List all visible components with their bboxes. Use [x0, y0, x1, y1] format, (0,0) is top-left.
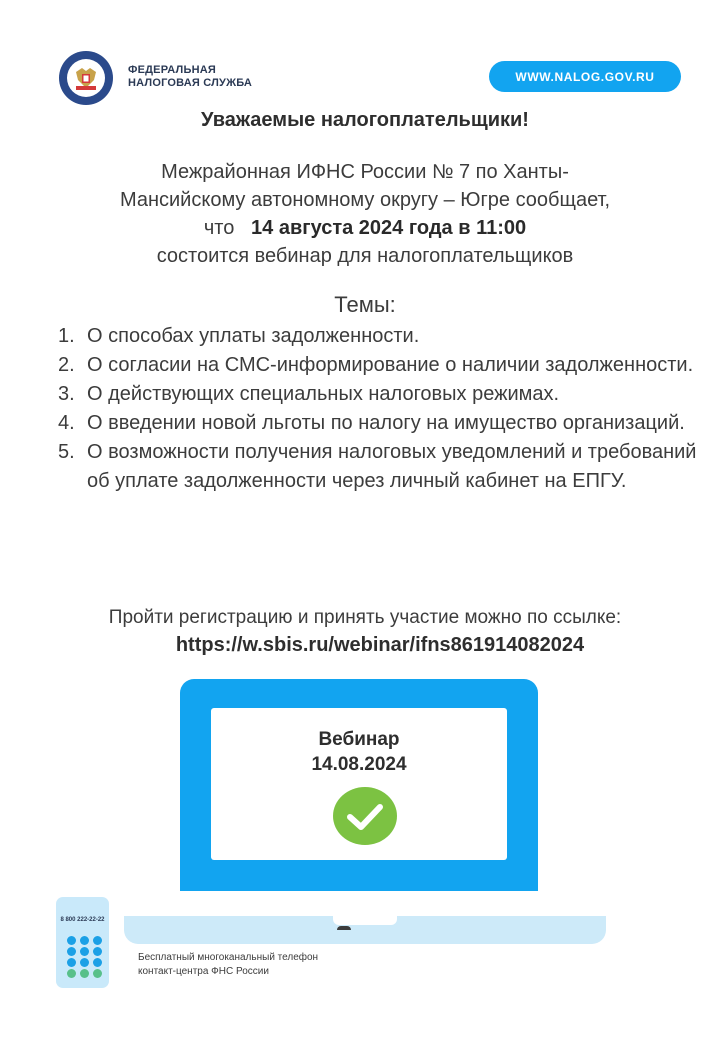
topic-text: О согласии на СМС-информирование о наличии задолженности.	[87, 354, 694, 376]
contact-line-2: контакт-центра ФНС России	[138, 966, 269, 977]
keypad-dot	[67, 969, 76, 978]
topic-text: О введении новой льготы по налогу на имущество организаций.	[87, 412, 685, 434]
keypad-icon	[67, 936, 101, 980]
keypad-dot	[93, 936, 102, 945]
topic-item	[58, 322, 698, 351]
page-heading: Уважаемые налогоплательщики!	[201, 109, 529, 131]
webinar-title: Вебинар	[318, 729, 400, 750]
keypad-dot	[67, 958, 76, 967]
keypad-dot	[93, 969, 102, 978]
intro-line-4: состоится вебинар для налогоплательщиков	[156, 245, 574, 267]
registration-text: Пройти регистрацию и принять участие можно по ссылке:	[108, 607, 622, 628]
keypad-dot	[93, 947, 102, 956]
keypad-dot	[80, 969, 89, 978]
topic-number: 4.	[58, 412, 75, 434]
laptop-notch	[333, 916, 397, 925]
topic-text: О действующих специальных налоговых режимах.	[87, 383, 560, 405]
keypad-dot	[93, 958, 102, 967]
topic-item	[58, 438, 698, 496]
topic-number: 3.	[58, 383, 75, 405]
laptop-notch-mark	[337, 926, 351, 930]
check-icon	[333, 787, 397, 845]
topic-item	[58, 351, 698, 380]
contact-line-1: Бесплатный многоканальный телефон	[138, 952, 319, 963]
keypad-dot	[80, 947, 89, 956]
topics-list	[58, 322, 698, 496]
hotline-number: 8 800 222-22-22	[60, 917, 105, 923]
topic-item	[58, 380, 698, 409]
themes-title: Темы:	[334, 292, 396, 317]
intro-line-3-prefix: что	[203, 217, 235, 239]
fns-emblem-icon	[58, 50, 114, 106]
announcement-text	[40, 158, 690, 270]
intro-line-3	[40, 214, 690, 242]
topic-item	[58, 409, 698, 438]
keypad-dot	[67, 947, 76, 956]
topic-number: 2.	[58, 354, 75, 376]
topic-number: 1.	[58, 325, 75, 347]
registration-link[interactable]: https://w.sbis.ru/webinar/ifns861914082024	[175, 634, 585, 656]
topic-text: О способах уплаты задолженности.	[87, 325, 420, 347]
keypad-dot	[80, 958, 89, 967]
logo-line-1: ФЕДЕРАЛЬНАЯ	[128, 64, 216, 76]
event-datetime: 14 августа 2024 года в 11:00	[251, 217, 527, 239]
keypad-dot	[80, 936, 89, 945]
topic-text: О возможности получения налоговых уведомлений и требований об уплате задолженности через личный кабинет на ЕПГУ.	[87, 441, 697, 492]
webinar-card	[211, 727, 507, 777]
topic-number: 5.	[58, 441, 75, 463]
intro-line-1: Межрайонная ИФНС России № 7 по Ханты-	[161, 161, 569, 183]
webinar-date: 14.08.2024	[311, 754, 407, 775]
site-link-button[interactable]: WWW.NALOG.GOV.RU	[489, 61, 681, 92]
keypad-dot	[67, 936, 76, 945]
contact-center-text	[138, 951, 318, 979]
intro-line-2: Мансийскому автономному округу – Югре сообщает,	[119, 189, 611, 211]
fns-logo-text	[128, 64, 252, 90]
logo-line-2: НАЛОГОВАЯ СЛУЖБА	[128, 77, 253, 89]
